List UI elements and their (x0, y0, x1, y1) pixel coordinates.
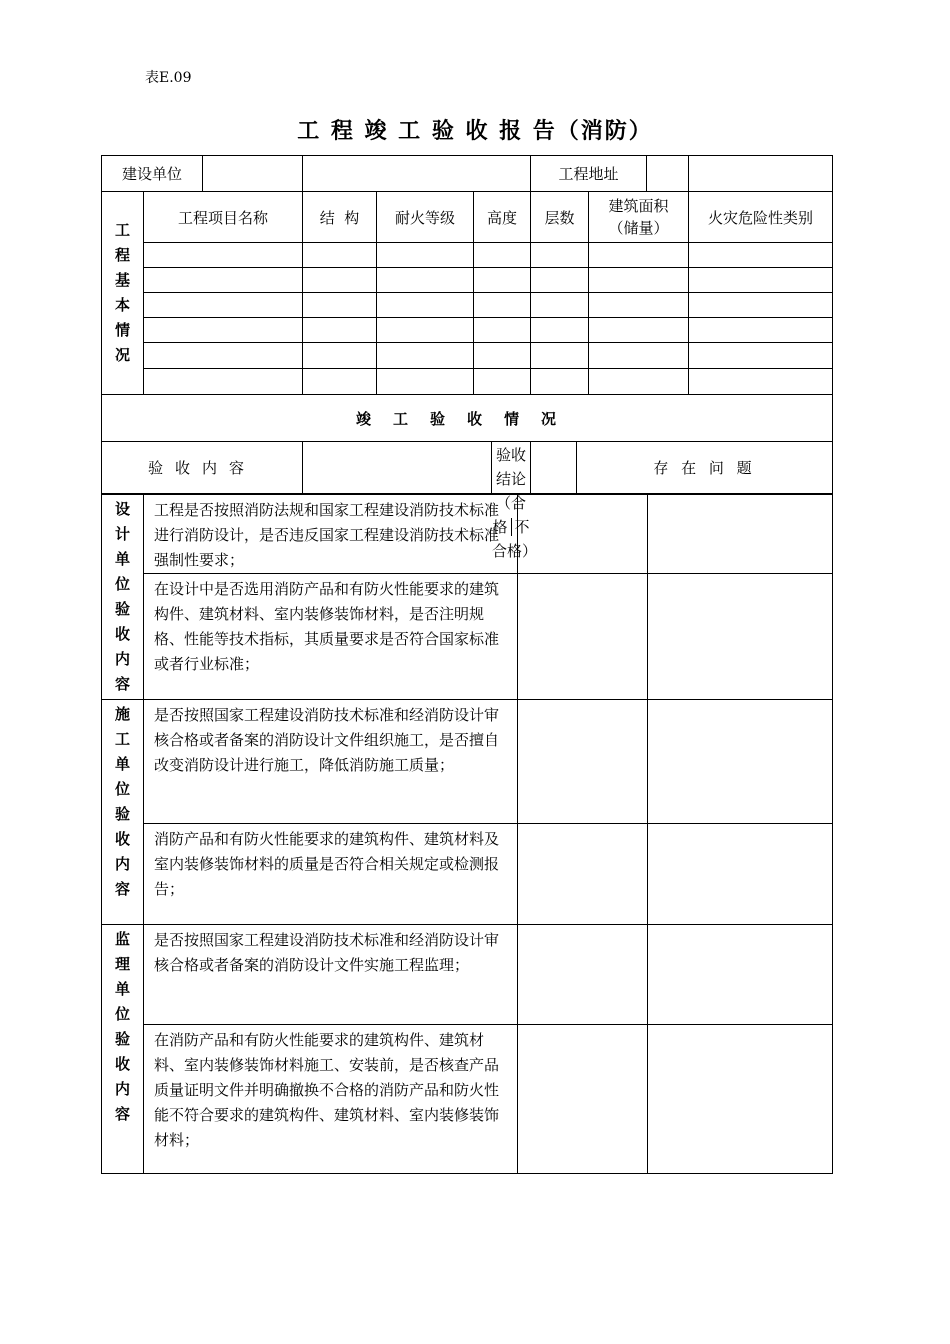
table-row (102, 343, 833, 369)
col-floors: 层数 (531, 192, 589, 243)
construction-item-1-conclusion[interactable] (518, 700, 648, 824)
project-address-label: 工程地址 (531, 156, 647, 191)
construction-unit-field[interactable] (203, 156, 302, 191)
design-item-2: 在设计中是否选用消防产品和有防火性能要求的建筑构件、建筑材料、室内装修装饰材料，是否注明规格、性能等技术指标，其质量要求是否符合国家标准或者行业标准； (144, 574, 518, 700)
design-unit-label: 设 计 单 位 验 收 内 容 (102, 495, 144, 700)
col-fire-rating: 耐火等级 (377, 192, 474, 243)
table-row (102, 369, 833, 395)
col-project-name: 工程项目名称 (144, 192, 303, 243)
design-item-2-conclusion[interactable] (518, 574, 648, 700)
construction-item-1-issues[interactable] (648, 700, 833, 824)
inspect-header-cell (102, 442, 303, 494)
design-item-2-issues[interactable] (648, 574, 833, 700)
section-title: 竣工验收情况 (102, 395, 833, 442)
construction-unit-inspect-label: 施 工 单 位 验 收 内 容 (102, 700, 144, 925)
table-row (102, 243, 833, 268)
construction-item-1: 是否按照国家工程建设消防技术标准和经消防设计审核合格或者备案的消防设计文件组织施工，是否擅自改变消防设计进行施工，降低消防施工质量； (144, 700, 518, 824)
conclusion-title: 验收结论 (495, 446, 526, 488)
construction-unit-label: 建设单位 (102, 156, 203, 191)
design-item-1: 工程是否按照消防法规和国家工程建设消防技术标准进行消防设计，是否违反国家工程建设消防技术标准强制性要求； (144, 495, 518, 574)
construction-item-2-conclusion[interactable] (518, 824, 648, 925)
content-header: 验收内容 (147, 459, 256, 477)
issues-header: 存 在 问 题 (653, 459, 756, 477)
project-address-field[interactable] (647, 156, 688, 191)
design-item-1-conclusion[interactable] (518, 495, 648, 574)
basic-info-side-label: 工 程 基 本 情 况 (102, 192, 144, 395)
page-title: 工 程 竣 工 验 收 报 告（消防） (297, 118, 653, 144)
inspection-table (101, 494, 833, 1174)
address-cell (531, 156, 689, 192)
col-building-area (589, 192, 689, 243)
conclusion-pass: （合格 (492, 494, 526, 536)
conclusion-header (491, 442, 538, 560)
table-row (102, 293, 833, 318)
project-address-field-ext[interactable] (689, 156, 833, 192)
issues-header-cell (531, 442, 833, 494)
construction-item-2-issues[interactable] (648, 824, 833, 925)
unit-cell (102, 156, 303, 192)
supervision-item-1: 是否按照国家工程建设消防技术标准和经消防设计审核合格或者备案的消防设计文件实施工程监理； (144, 925, 518, 1025)
supervision-item-1-conclusion[interactable] (518, 925, 648, 1025)
supervision-item-2-issues[interactable] (648, 1025, 833, 1174)
supervision-unit-label: 监 理 单 位 验 收 内 容 (102, 925, 144, 1174)
col-area-line1: 建筑面积 (608, 197, 669, 215)
inspect-header-cell-mid (303, 442, 538, 560)
col-height: 高度 (474, 192, 531, 243)
construction-item-2: 消防产品和有防火性能要求的建筑构件、建筑材料及室内装修装饰材料的质量是否符合相关规定或检测报告； (144, 824, 518, 925)
supervision-item-2-conclusion[interactable] (518, 1025, 648, 1174)
table-row (102, 268, 833, 293)
col-area-line2: （储量） (608, 219, 669, 237)
supervision-item-2: 在消防产品和有防火性能要求的建筑构件、建筑材料、室内装修装饰材料施工、安装前，是否核查产品质量证明文件并明确撤换不合格的消防产品和防火性能不符合要求的建筑构件、建筑材料、室内装修装饰材料； (144, 1025, 518, 1174)
table-row (102, 318, 833, 343)
conclusion-fail: 不合格） (492, 518, 538, 560)
supervision-item-1-issues[interactable] (648, 925, 833, 1025)
col-structure: 结 构 (303, 192, 377, 243)
design-item-1-issues[interactable] (648, 495, 833, 574)
col-fire-hazard-class: 火灾危险性类别 (689, 192, 833, 243)
construction-unit-field-ext[interactable] (303, 156, 531, 192)
form-number: 表E.09 (145, 70, 192, 86)
